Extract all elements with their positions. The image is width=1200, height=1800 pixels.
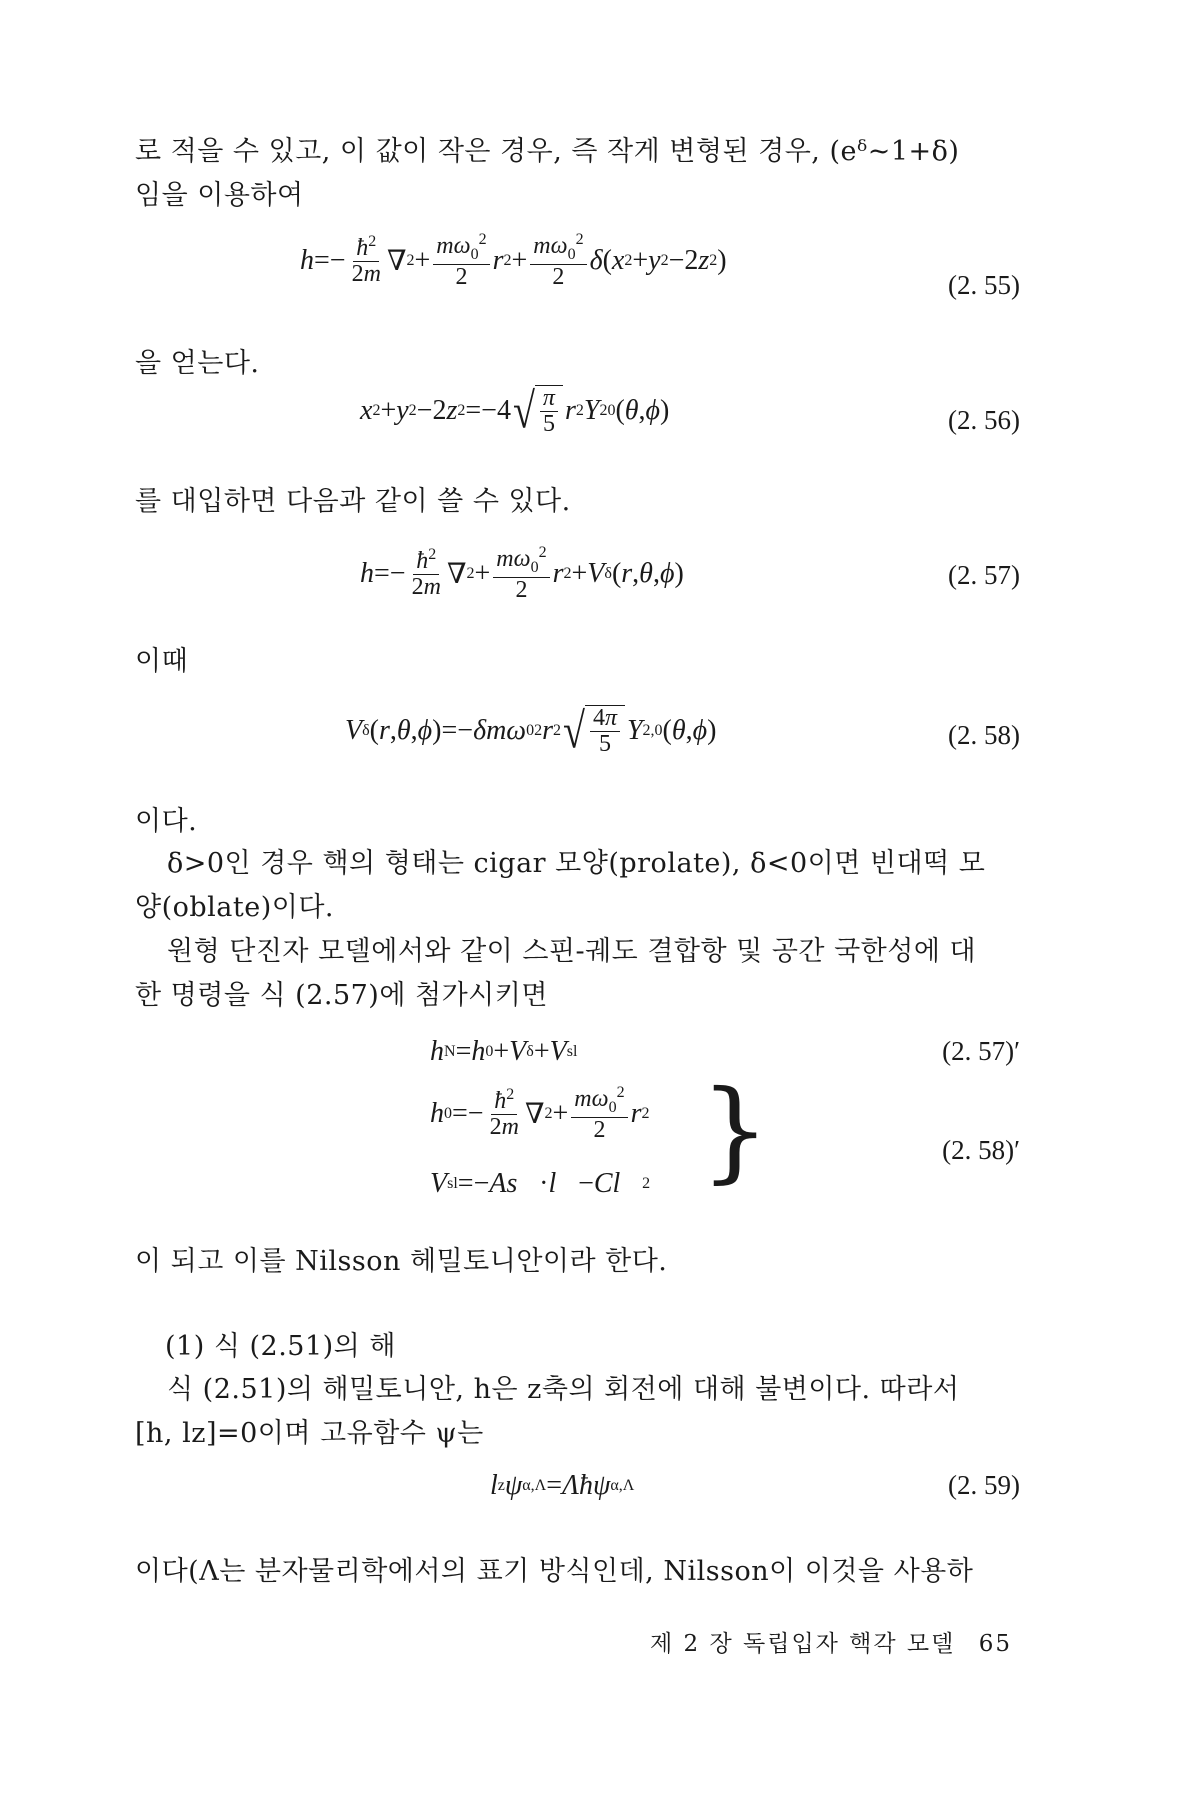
- chapter-title: 제 2 장 독립입자 핵각 모델: [650, 1631, 956, 1657]
- paragraph-text: 이때: [135, 646, 189, 677]
- right-brace: }: [700, 1066, 770, 1194]
- equation-number: (2. 58): [948, 720, 1020, 750]
- paragraph-intro: [135, 130, 1035, 218]
- section-heading: (1) 식 (2.51)의 해: [165, 1331, 396, 1362]
- paragraph-shape: [135, 842, 1035, 930]
- paragraph-spin-orbit: [135, 930, 1035, 1018]
- paragraph-text: 이 되고 이를 Nilsson 헤밀토니안이라 한다.: [135, 1246, 668, 1277]
- equation-2-59: l z ψ α,Λ = Λħψ α,Λ: [490, 1470, 635, 1501]
- equation-number: (2. 59): [948, 1470, 1020, 1500]
- equation-number: (2. 57)′: [942, 1036, 1020, 1066]
- equation-vsl: V sl =− A s⃗ · l⃗ − Cl⃗ 2: [430, 1168, 651, 1199]
- equation-number: (2. 56): [948, 405, 1020, 435]
- equation-2-57: h =− $\frac{ħ^2}{2m}$ ∇ 2 + $\frac{m\omega_0^2}{2}$ r 2 + V δ ( r , θ , ϕ ): [360, 544, 684, 603]
- equation-number: (2. 57): [948, 560, 1020, 590]
- text-line: [h, lz]=0이며 고유함수 ψ는: [135, 1418, 484, 1449]
- equation-h0: h 0 =− $\frac{ħ^2}{2m}$ ∇ 2 + $\frac{m\omega_0^2}{2}$ r 2: [430, 1084, 650, 1143]
- equation-2-58: V δ ( r , θ , ϕ )=− δmω 0 2 r 2 √ $\frac{4\pi}{5}$ Y 2,0 ( θ , ϕ ): [345, 702, 717, 759]
- equation-2-56: x 2 + y 2 −2 z 2 =−4 √ $\frac{\pi}{5}$ r 2 Y 20 ( θ , ϕ ): [360, 382, 670, 439]
- text-line: 양(oblate)이다.: [135, 892, 334, 923]
- paragraph-text: 을 얻는다.: [135, 348, 260, 379]
- page-number: 65: [978, 1631, 1012, 1657]
- paragraph-text: 이다.: [135, 806, 198, 837]
- paragraph-hamiltonian: [135, 1368, 1035, 1456]
- text-line: 로 적을 수 있고, 이 값이 작은 경우, 즉 작게 변형된 경우, (eᵟ~1+δ): [135, 136, 960, 167]
- text-line: 한 명령을 식 (2.57)에 첨가시키면: [135, 980, 548, 1011]
- text-line: 원형 단진자 모델에서와 같이 스핀-궤도 결합항 및 공간 국한성에 대: [167, 936, 977, 967]
- paragraph-text: 를 대입하면 다음과 같이 쓸 수 있다.: [135, 486, 571, 517]
- equation-number: (2. 55): [948, 270, 1020, 300]
- text-line: δ>0인 경우 핵의 형태는 cigar 모양(prolate), δ<0이면 빈대떡 모: [167, 848, 986, 879]
- paragraph-text: 이다(Λ는 분자물리학에서의 표기 방식인데, Nilsson이 이것을 사용하: [135, 1556, 974, 1587]
- equation-number: (2. 58)′: [942, 1135, 1020, 1165]
- equation-2-57-prime: h N = h 0 + V δ + V sl: [430, 1036, 578, 1067]
- equation-2-55: h =− $\frac{ħ^2}{2m}$ ∇ 2 + $\frac{m\omega_0^2}{2}$ r 2 + $\frac{m\omega_0^2}{2}$ δ ( x 2 + y 2 −2 z 2 ): [300, 231, 727, 290]
- text-line: 식 (2.51)의 해밀토니안, h은 z축의 회전에 대해 불변이다. 따라서: [167, 1374, 960, 1405]
- text-line: 임을 이용하여: [135, 180, 304, 211]
- page-footer: [650, 1625, 1012, 1658]
